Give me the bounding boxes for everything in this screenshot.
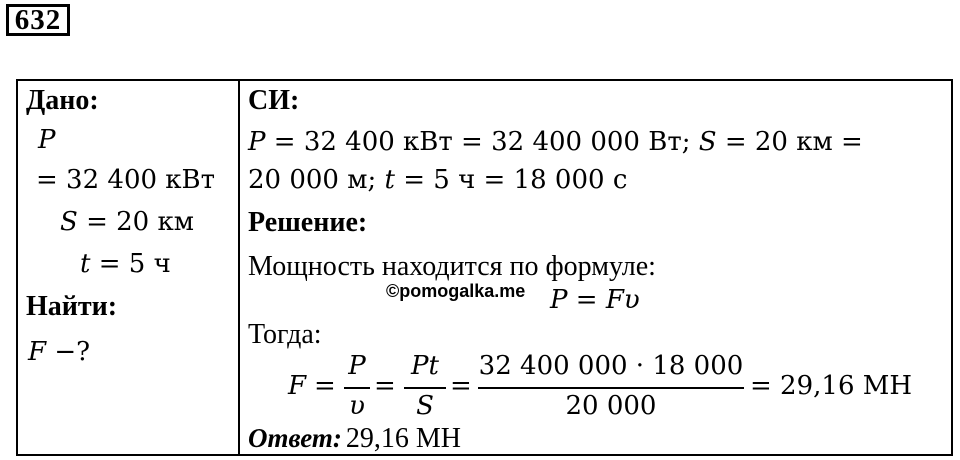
formula-fv: Fυ — [605, 285, 640, 315]
fraction-bar — [344, 387, 370, 389]
fraction-pt-numerator: Pt — [411, 351, 439, 381]
answer-line — [248, 423, 461, 455]
find-heading: Найти: — [26, 291, 118, 322]
formula-eq: = — [575, 285, 598, 315]
si-s-symbol: S — [698, 127, 717, 157]
given-s-symbol: S — [60, 207, 78, 237]
fraction-v-denominator: υ — [349, 391, 365, 421]
solution-heading: Решение: — [248, 207, 368, 238]
fraction-numeric-numerator: 32 400 000 · 18 000 — [478, 351, 744, 381]
si-t-symbol: t — [384, 165, 395, 195]
given-t-symbol: t — [80, 249, 91, 279]
fraction-p-over-v — [344, 351, 370, 425]
problem-number: 632 — [6, 4, 70, 36]
power-formula — [550, 285, 640, 315]
si-s-result: 20 000 м; — [248, 165, 385, 195]
fraction-s-denominator: S — [416, 391, 434, 421]
find-f-value: −? — [54, 337, 91, 367]
find-f — [28, 337, 90, 367]
given-t-value: = 5 ч — [98, 249, 171, 279]
given-s — [60, 207, 194, 237]
si-t-conversion: = 5 ч = 18 000 с — [403, 165, 628, 195]
fraction-pt-over-s — [404, 351, 446, 425]
si-heading: СИ: — [248, 85, 300, 116]
given-p-value: = 32 400 кВт — [36, 165, 216, 195]
fraction-bar — [478, 387, 744, 389]
si-line-2 — [248, 165, 627, 195]
answer-value: 29,16 МН — [345, 423, 461, 454]
eq-sign-1: = — [314, 371, 336, 401]
fraction-numeric-denominator: 20 000 — [565, 391, 657, 421]
solution-table — [16, 79, 953, 456]
then-text: Тогда: — [248, 319, 322, 350]
eq-sign-2: = — [374, 371, 396, 401]
fraction-numeric — [478, 351, 744, 425]
fraction-p-numerator: P — [348, 351, 366, 381]
si-p-symbol: P — [248, 127, 266, 157]
fraction-bar — [404, 387, 446, 389]
si-line-1 — [248, 127, 863, 157]
watermark: ©pomogalka.me — [386, 281, 526, 301]
find-f-symbol: F — [28, 337, 47, 367]
solution-text: Мощность находится по формуле: — [248, 251, 656, 282]
formula-p: P — [550, 285, 568, 315]
given-p-symbol: P — [38, 125, 56, 155]
si-s-conversion: = 20 км = — [724, 127, 863, 157]
answer-label: Ответ: — [248, 423, 342, 453]
si-p-conversion: = 32 400 кВт = 32 400 000 Вт; — [273, 127, 699, 157]
given-s-value: = 20 км — [86, 207, 194, 237]
given-heading: Дано: — [26, 85, 99, 116]
eq-f-lhs: F — [288, 371, 307, 401]
column-divider — [238, 81, 240, 454]
eq-result: = 29,16 МН — [750, 371, 913, 401]
eq-sign-3: = — [450, 371, 472, 401]
given-t — [80, 249, 171, 279]
